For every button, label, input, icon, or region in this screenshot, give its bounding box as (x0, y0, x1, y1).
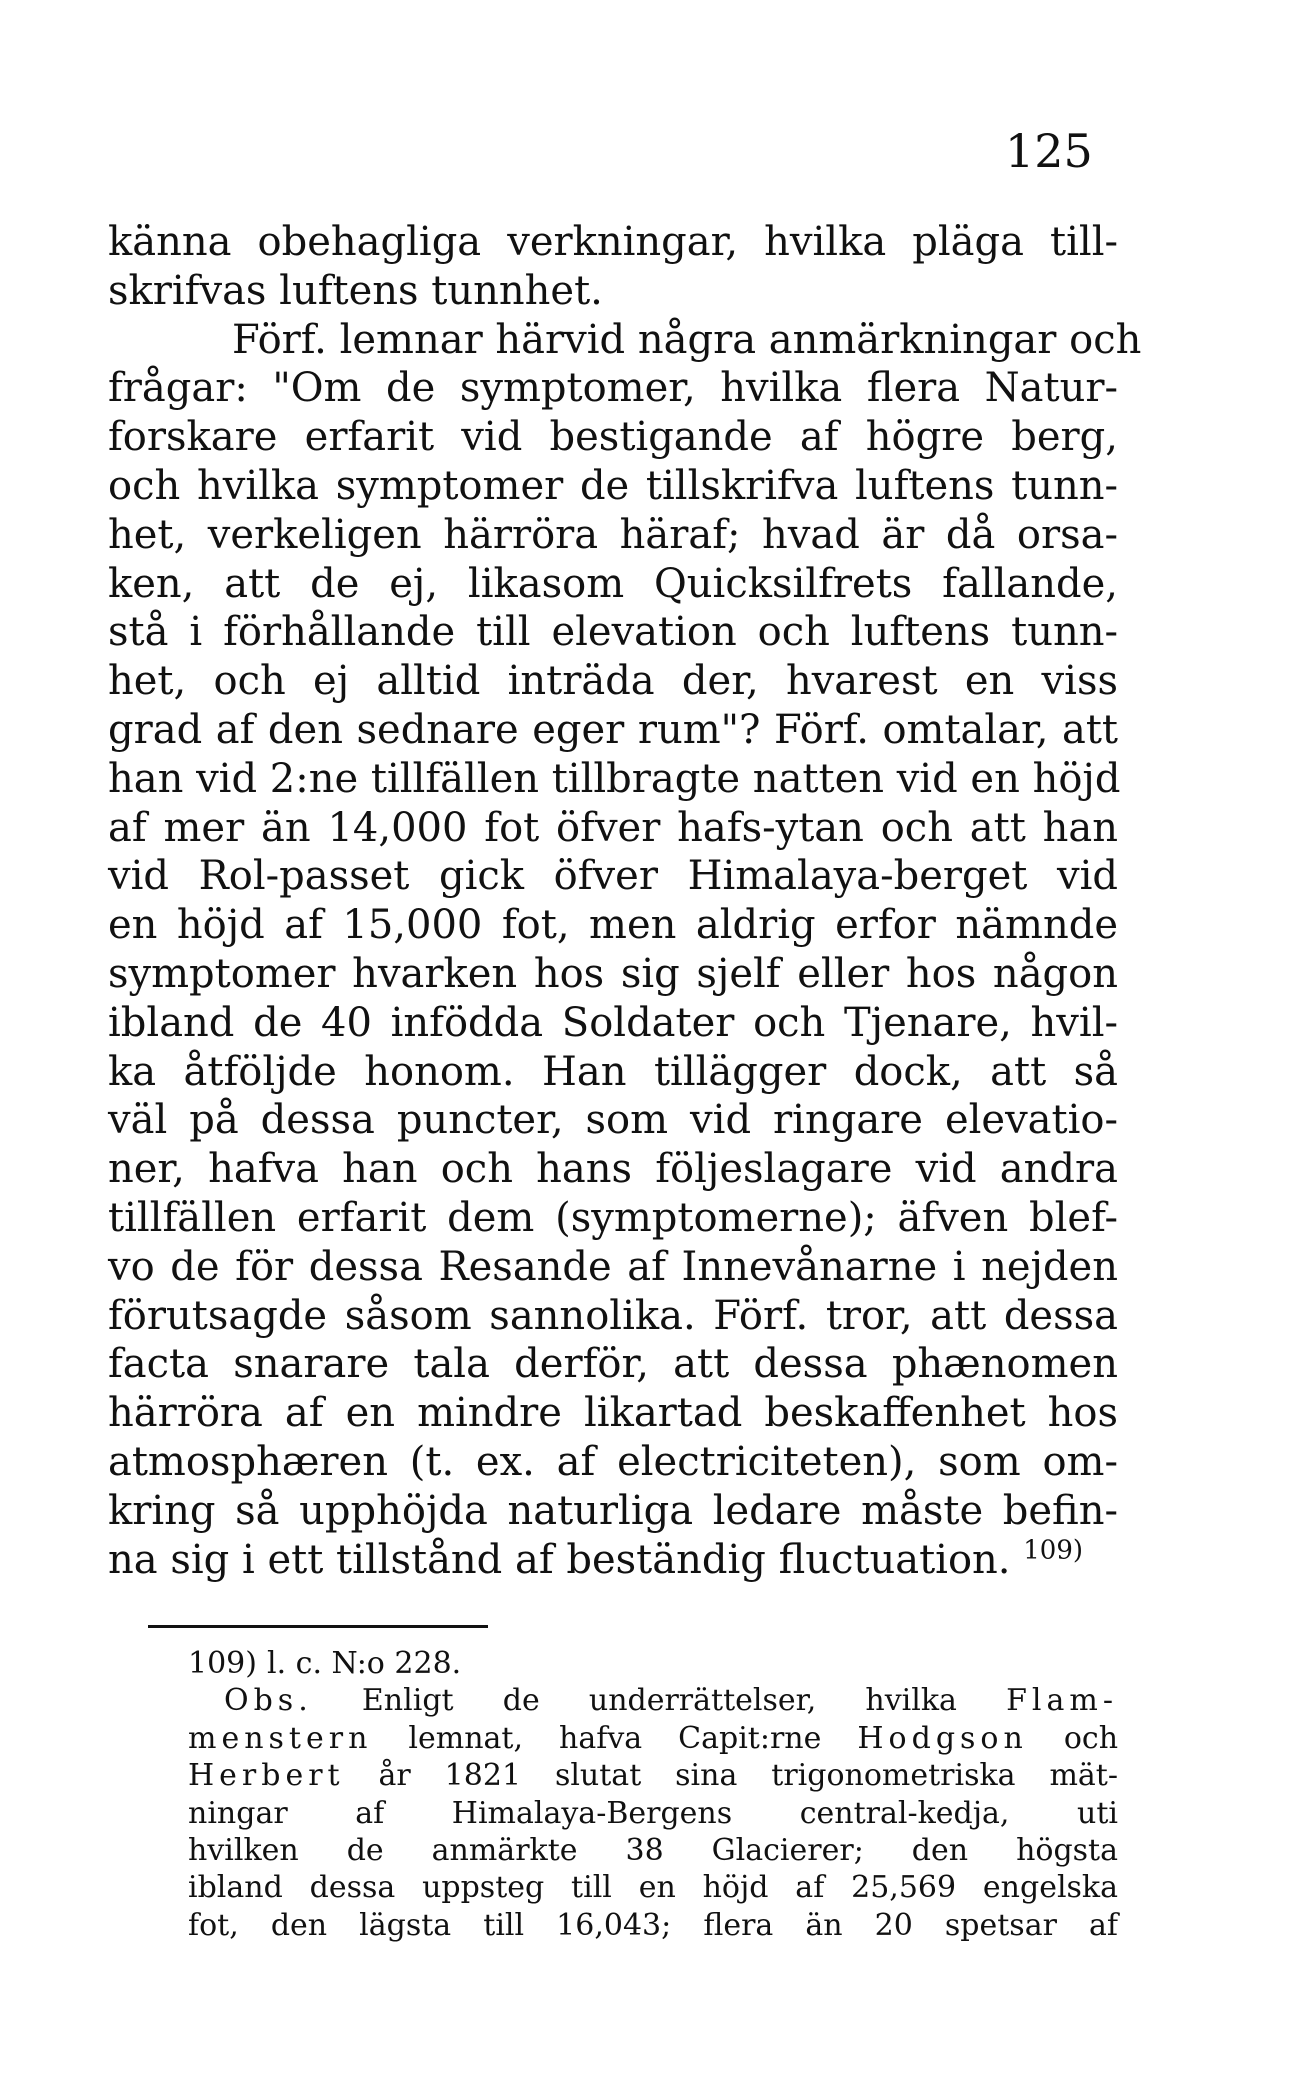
page-number: 125 (1005, 124, 1093, 178)
footnote-line: ningar af Himalaya-Bergens central-kedja, uti (188, 1795, 1118, 1831)
text-line: tillfällen erfarit dem (symptomerne); äfven blef- (108, 1194, 1118, 1241)
text-line: atmosphæren (t. ex. af electriciteten), som om- (108, 1438, 1118, 1485)
text-line: en höjd af 15,000 fot, men aldrig erfor nämnde (108, 902, 1118, 949)
footnote-line (188, 1757, 1118, 1794)
text-line: ka åtföljde honom. Han tillägger dock, att så (108, 1048, 1118, 1095)
text-line: na sig i ett tillstånd af beständig fluctuation. (108, 1536, 1011, 1583)
name-flammenstern: Flam- (1006, 1683, 1118, 1719)
footnote-text: år 1821 slutat sina trigonometriska mät- (378, 1758, 1118, 1794)
footnote-line: fot, den lägsta till 16,043; flera än 20 spetsar af (188, 1907, 1118, 1943)
footnote-rule (148, 1625, 488, 1628)
text-line: förutsagde såsom sannolika. Förf. tror, att dessa (108, 1292, 1118, 1339)
footnote-text: och (1063, 1720, 1119, 1756)
text-line: facta snarare tala derför, att dessa phænomen (108, 1341, 1118, 1388)
text-line: frågar: "Om de symptomer, hvilka flera Natur- (108, 365, 1118, 412)
footnote-citation: l. c. N:o 228. (266, 1646, 462, 1681)
footnote-block (188, 1645, 1118, 1944)
footnote-line: hvilken de anmärkte 38 Glacierer; den högsta (188, 1832, 1118, 1868)
footnote-text: Enligt de underrättelser, hvilka (361, 1683, 957, 1719)
text-line: het, verkeligen härröra häraf; hvad är då orsa- (108, 511, 1118, 558)
footnote-text: lemnat, hafva Capit:rne (408, 1720, 822, 1756)
text-line: skrifvas luftens tunnhet. (108, 267, 603, 314)
text-line: forskare erfarit vid bestigande af högre berg, (108, 414, 1118, 461)
footnote-label: 109) (188, 1646, 257, 1681)
text-line: känna obehagliga verkningar, hvilka pläga till- (108, 219, 1118, 265)
footnote-line (188, 1682, 1118, 1719)
text-line: och hvilka symptomer de tillskrifva luftens tunn- (108, 462, 1118, 509)
text-line: symptomer hvarken hos sig sjelf eller hos någon (108, 950, 1118, 997)
footnote-line: ibland dessa uppsteg till en höjd af 25,569 engelska (188, 1870, 1118, 1906)
footnote-reference[interactable]: 109) (1023, 1535, 1084, 1566)
text-line: väl på dessa puncter, som vid ringare elevatio- (108, 1097, 1118, 1144)
text-line: stå i förhållande till elevation och luftens tunn- (108, 609, 1118, 656)
main-text (108, 218, 1142, 1584)
text-line: härröra af en mindre likartad beskaffenhet hos (108, 1390, 1118, 1437)
footnote-line (188, 1720, 1118, 1757)
text-line: grad af den sednare eger rum"? Förf. omtalar, att (108, 706, 1118, 753)
text-line: ken, att de ej, likasom Quicksilfrets fallande, (108, 560, 1118, 607)
name-herbert: Herbert (188, 1758, 345, 1794)
name-hodgson: Hodgson (857, 1720, 1028, 1756)
text-line: ner, hafva han och hans följeslagare vid andra (108, 1146, 1118, 1193)
text-line-with-footnote-ref (108, 1536, 1118, 1585)
text-line: vid Rol-passet gick öfver Himalaya-berget vid (108, 853, 1118, 900)
text-line: kring så upphöjda naturliga ledare måste befin- (108, 1487, 1118, 1534)
text-line: af mer än 14,000 fot öfver hafs-ytan och att han (108, 804, 1118, 851)
text-line: Förf. lemnar härvid några anmärkningar och (232, 316, 1142, 363)
name-flammenstern-cont: menstern (188, 1720, 373, 1756)
obs-label: Obs. (224, 1683, 313, 1719)
text-line: vo de för dessa Resande af Innevånarne i nejden (108, 1243, 1118, 1290)
footnote-line (188, 1645, 1118, 1682)
text-line: han vid 2:ne tillfällen tillbragte natten vid en höjd (108, 755, 1121, 802)
text-line: ibland de 40 infödda Soldater och Tjenare, hvil- (108, 999, 1118, 1046)
text-line: het, och ej alltid inträda der, hvarest en viss (108, 658, 1118, 705)
